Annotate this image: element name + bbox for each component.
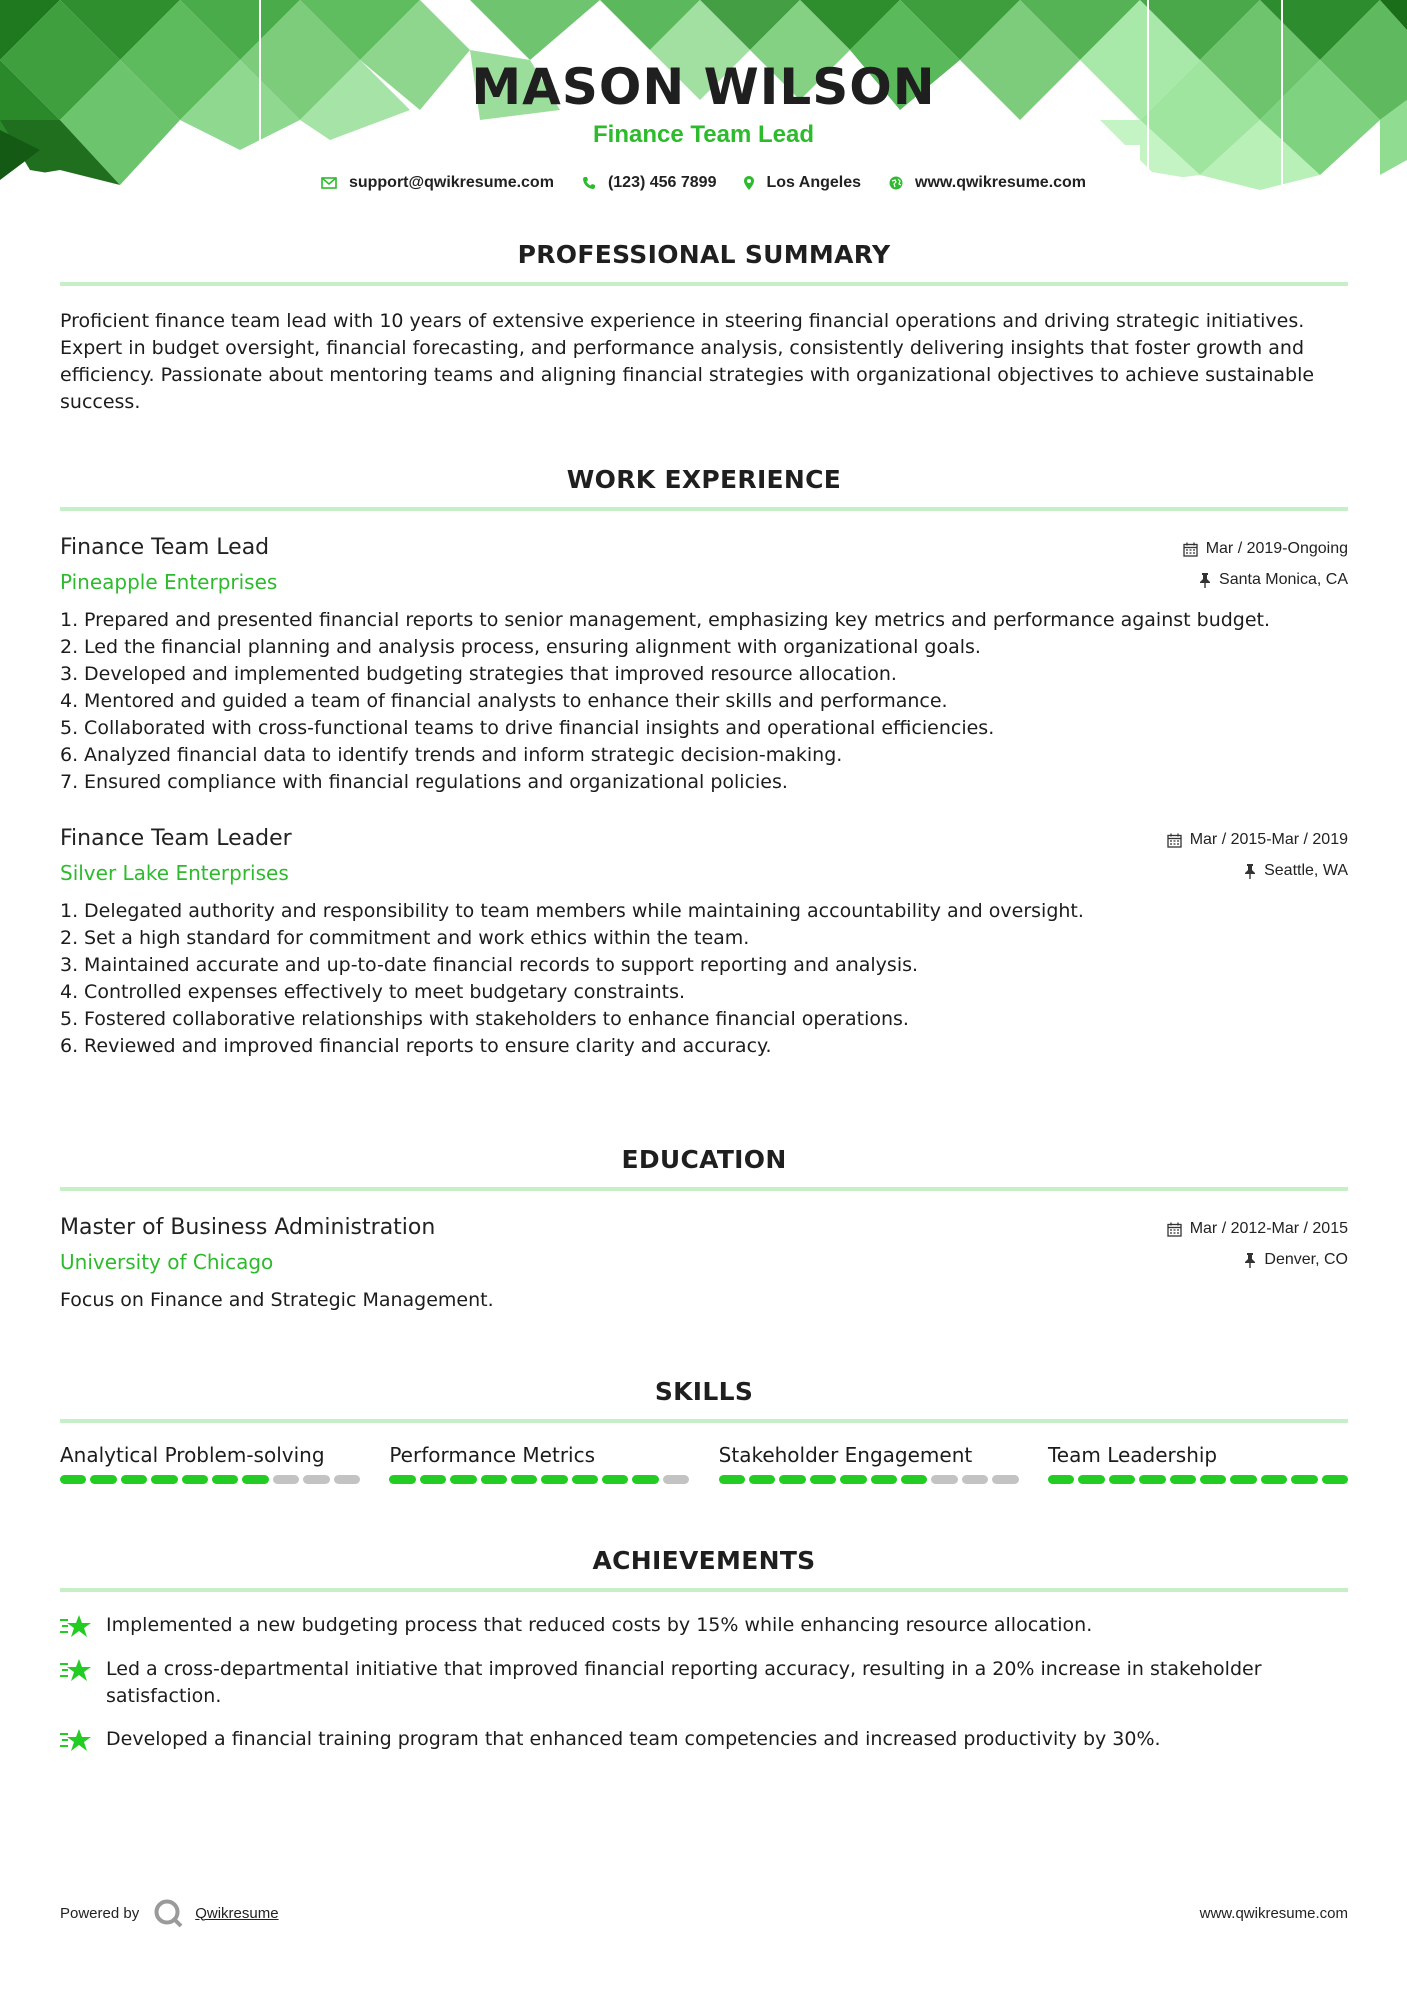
skill-segment-filled [602, 1475, 628, 1484]
job-duties [60, 607, 1348, 796]
skill-segment-filled [511, 1475, 537, 1484]
skill-segment-filled [1261, 1475, 1287, 1484]
skill-item [60, 1443, 360, 1484]
pushpin-icon [1199, 573, 1211, 588]
skill-segment-filled [1230, 1475, 1256, 1484]
skill-level-bar [1048, 1475, 1348, 1484]
duty-item: 5. Collaborated with cross-functional teams to drive financial insights and operational efficiencies. [60, 717, 995, 739]
job-entry [60, 826, 1348, 1060]
skills-heading: SKILLS [654, 1377, 754, 1406]
skill-segment-filled [1170, 1475, 1196, 1484]
skill-segment-empty [962, 1475, 988, 1484]
school: University of Chicago [60, 1250, 274, 1274]
section-divider [60, 1187, 1348, 1191]
achievements-list [60, 1612, 1348, 1754]
skill-name: Analytical Problem-solving [60, 1443, 325, 1467]
envelope-icon [321, 177, 337, 189]
education-section [60, 1143, 1348, 1314]
contact-website[interactable] [889, 174, 1086, 192]
globe-icon [889, 176, 903, 190]
achievement-text: Led a cross-departmental initiative that improved financial reporting accuracy, resulting in a 20% increase in stakeholder satisfaction. [106, 1658, 1262, 1707]
job-dates [1167, 831, 1348, 849]
skill-segment-filled [1139, 1475, 1165, 1484]
education-dates-text: Mar / 2012-Mar / 2015 [1189, 1220, 1348, 1237]
phone-text: (123) 456 7899 [607, 174, 717, 191]
skill-segment-filled [212, 1475, 238, 1484]
education-location-text: Denver, CO [1264, 1251, 1348, 1268]
job-location-text: Santa Monica, CA [1219, 571, 1348, 588]
skill-segment-filled [572, 1475, 598, 1484]
education-heading: EDUCATION [621, 1145, 787, 1174]
job-company: Silver Lake Enterprises [60, 861, 289, 885]
summary-section [60, 238, 1348, 416]
skill-name: Team Leadership [1047, 1443, 1218, 1467]
achievement-item [60, 1726, 1348, 1754]
job-location [1199, 571, 1348, 589]
brand-link[interactable]: Qwikresume [195, 1904, 279, 1922]
duty-item: 3. Maintained accurate and up-to-date financial records to support reporting and analysis. [60, 954, 919, 976]
duty-item: 7. Ensured compliance with financial regulations and organizational policies. [60, 771, 788, 793]
skill-segment-filled [719, 1475, 745, 1484]
skill-segment-empty [303, 1475, 329, 1484]
duty-item: 5. Fostered collaborative relationships with stakeholders to enhance financial operations. [60, 1008, 909, 1030]
website-text: www.qwikresume.com [915, 174, 1087, 191]
map-pin-icon [744, 176, 754, 190]
job-entry [60, 535, 1348, 796]
footer-url[interactable]: www.qwikresume.com [1199, 1905, 1348, 1922]
skill-level-bar [389, 1475, 689, 1484]
skill-name: Performance Metrics [389, 1443, 596, 1467]
skill-segment-filled [420, 1475, 446, 1484]
skills-list [60, 1443, 1348, 1484]
skill-segment-empty [273, 1475, 299, 1484]
pushpin-icon [1244, 1253, 1256, 1268]
skill-segment-filled [182, 1475, 208, 1484]
star-icon [60, 1614, 92, 1640]
duty-item: 2. Set a high standard for commitment and work ethics within the team. [60, 927, 750, 949]
candidate-title: Finance Team Lead [593, 121, 814, 148]
job-company: Pineapple Enterprises [60, 570, 278, 594]
skill-segment-filled [1109, 1475, 1135, 1484]
duty-item: 4. Mentored and guided a team of financial analysts to enhance their skills and performance. [60, 690, 948, 712]
skill-segment-empty [992, 1475, 1018, 1484]
skill-segment-filled [242, 1475, 268, 1484]
job-dates-text: Mar / 2015-Mar / 2019 [1189, 831, 1348, 848]
education-location [1244, 1251, 1348, 1269]
skill-segment-filled [1322, 1475, 1348, 1484]
section-divider [60, 282, 1348, 286]
skill-segment-filled [1291, 1475, 1317, 1484]
job-duties [60, 898, 1348, 1060]
skill-level-bar [719, 1475, 1019, 1484]
qwikresume-logo-icon [153, 1898, 183, 1928]
section-divider [60, 1588, 1348, 1592]
contact-email[interactable] [321, 174, 554, 192]
skill-segment-empty [663, 1475, 689, 1484]
calendar-icon [1167, 833, 1182, 848]
job-title: Finance Team Leader [60, 826, 292, 851]
skill-segment-filled [1048, 1475, 1074, 1484]
duty-item: 6. Reviewed and improved financial reports to ensure clarity and accuracy. [60, 1035, 772, 1057]
skill-segment-filled [871, 1475, 897, 1484]
skill-segment-filled [121, 1475, 147, 1484]
skill-segment-filled [389, 1475, 415, 1484]
duty-item: 1. Delegated authority and responsibility to team members while maintaining accountability and oversight. [60, 900, 1084, 922]
email-text: support@qwikresume.com [348, 174, 554, 191]
pushpin-icon [1244, 864, 1256, 879]
calendar-icon [1167, 1222, 1182, 1237]
skill-segment-empty [334, 1475, 360, 1484]
summary-text: Proficient finance team lead with 10 years of extensive experience in steering financial operations and driving strategic initiatives. Expert in budget oversight, financial forecasting, and performance analysis, consistently delivering insights that foster growth and efficiency. Passionate about mentoring teams and aligning financial strategies with organizational objectives to achieve sustainable success. [60, 310, 1315, 413]
skill-segment-filled [840, 1475, 866, 1484]
skill-segment-filled [481, 1475, 507, 1484]
duty-item: 2. Led the financial planning and analysis process, ensuring alignment with organizational goals. [60, 636, 981, 658]
skill-segment-filled [60, 1475, 86, 1484]
achievements-section [60, 1544, 1348, 1770]
skill-segment-filled [1078, 1475, 1104, 1484]
skill-segment-filled [810, 1475, 836, 1484]
job-dates-text: Mar / 2019-Ongoing [1205, 540, 1348, 557]
achievement-text: Developed a financial training program that enhanced team competencies and increased productivity by 30%. [106, 1728, 1161, 1750]
section-divider [60, 1419, 1348, 1423]
skill-segment-filled [151, 1475, 177, 1484]
job-location-text: Seattle, WA [1264, 862, 1348, 879]
contact-phone[interactable] [582, 174, 717, 192]
summary-heading: PROFESSIONAL SUMMARY [517, 240, 891, 269]
contact-bar [0, 174, 1407, 192]
job-title: Finance Team Lead [60, 535, 270, 560]
powered-by [60, 1896, 279, 1930]
candidate-name: MASON WILSON [471, 58, 936, 116]
calendar-icon [1183, 542, 1198, 557]
skill-segment-filled [450, 1475, 476, 1484]
job-location [1244, 862, 1348, 880]
achievement-item [60, 1656, 1348, 1710]
skill-name: Stakeholder Engagement [718, 1443, 973, 1467]
skill-level-bar [60, 1475, 360, 1484]
duty-item: 3. Developed and implemented budgeting strategies that improved resource allocation. [60, 663, 897, 685]
experience-section [60, 463, 1348, 1060]
skill-segment-filled [632, 1475, 658, 1484]
education-note: Focus on Finance and Strategic Management. [60, 1289, 494, 1311]
achievements-heading: ACHIEVEMENTS [592, 1546, 816, 1575]
achievement-item [60, 1612, 1348, 1640]
education-dates [1167, 1220, 1348, 1238]
skill-item [389, 1443, 689, 1484]
skill-segment-filled [90, 1475, 116, 1484]
star-icon [60, 1658, 92, 1684]
skill-item [719, 1443, 1019, 1484]
duty-item: 6. Analyzed financial data to identify trends and inform strategic decision-making. [60, 744, 843, 766]
skill-segment-filled [749, 1475, 775, 1484]
skill-segment-filled [1200, 1475, 1226, 1484]
star-icon [60, 1728, 92, 1754]
powered-by-label: Powered by [60, 1904, 140, 1922]
skill-segment-empty [931, 1475, 957, 1484]
page-footer [60, 1896, 1348, 1930]
skill-segment-filled [779, 1475, 805, 1484]
duty-item: 4. Controlled expenses effectively to meet budgetary constraints. [60, 981, 686, 1003]
contact-location [744, 174, 861, 192]
phone-icon [582, 176, 596, 190]
duty-item: 1. Prepared and presented financial reports to senior management, emphasizing key metrics and performance against budget. [60, 609, 1271, 631]
location-text: Los Angeles [766, 174, 862, 191]
skill-segment-filled [541, 1475, 567, 1484]
achievement-text: Implemented a new budgeting process that reduced costs by 15% while enhancing resource allocation. [106, 1614, 1093, 1636]
job-dates [1183, 540, 1348, 558]
skill-item [1048, 1443, 1348, 1484]
experience-heading: WORK EXPERIENCE [566, 465, 842, 494]
skill-segment-filled [901, 1475, 927, 1484]
degree: Master of Business Administration [60, 1215, 436, 1240]
skills-section [60, 1375, 1348, 1484]
section-divider [60, 507, 1348, 511]
